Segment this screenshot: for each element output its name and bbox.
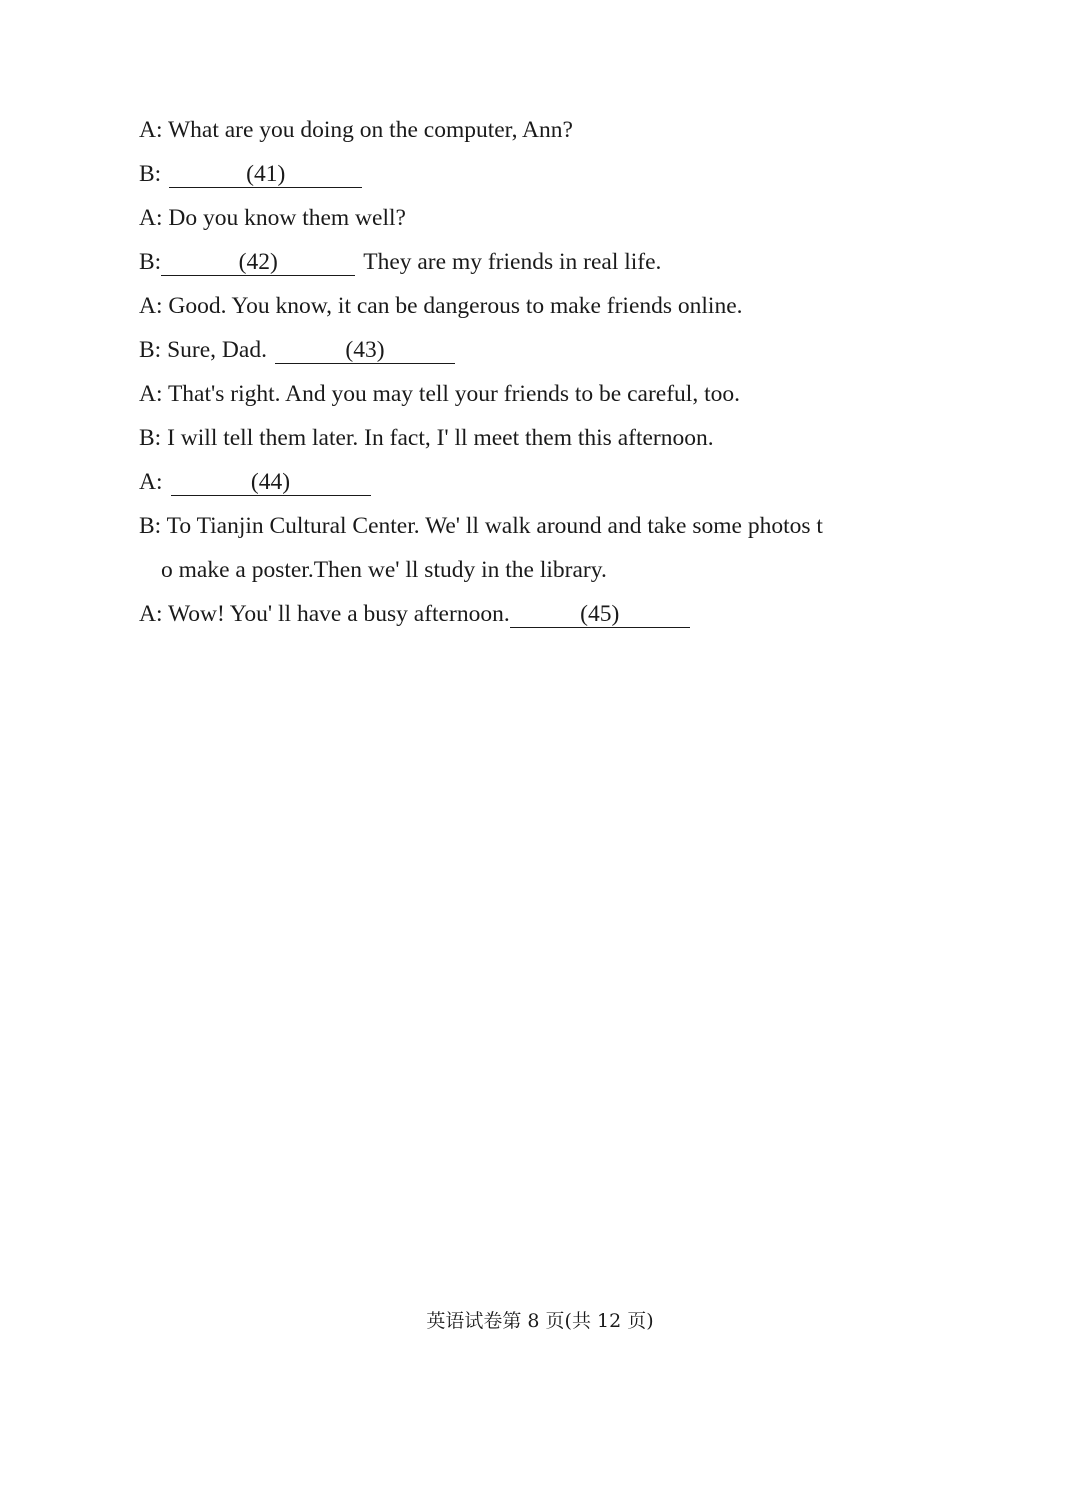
line-text: Good. You know, it can be dangerous to make friends online. [168,293,743,319]
speaker-label: A: [139,601,163,627]
dialogue [139,108,939,636]
dialogue-line-10-continuation [139,548,939,592]
dialogue-line-5 [139,284,939,328]
line-text: To Tianjin Cultural Center. We' ll walk around and take some photos t [166,513,823,539]
line-text: o make a poster.Then we' ll study in the library. [161,557,607,583]
speaker-label: B: [139,161,162,187]
speaker-label: B: [139,513,162,539]
dialogue-line-4 [139,240,939,284]
line-text: That's right. And you may tell your friends to be careful, too. [167,381,740,407]
dialogue-line-6 [139,328,939,372]
dialogue-line-7 [139,372,939,416]
speaker-label: A: [139,381,163,407]
line-text: Sure, Dad. [167,337,267,363]
dialogue-line-10 [139,504,939,548]
answer-blank-42[interactable]: (42) [161,249,355,276]
speaker-label: B: [139,249,162,275]
dialogue-line-3 [139,196,939,240]
line-text: Wow! You' ll have a busy afternoon. [167,601,510,627]
dialogue-line-9 [139,460,939,504]
speaker-label: A: [139,293,163,319]
line-text: Do you know them well? [168,205,406,231]
page-footer: 英语试卷第 8 页(共 12 页) [426,1310,654,1332]
speaker-label: B: [139,337,162,363]
line-text: They are my friends in real life. [363,249,662,275]
dialogue-line-8 [139,416,939,460]
line-text: I will tell them later. In fact, I' ll meet them this afternoon. [167,425,714,451]
speaker-label: A: [139,469,163,495]
speaker-label: A: [139,117,163,143]
dialogue-line-1 [139,108,939,152]
answer-blank-41[interactable]: (41) [169,161,362,188]
dialogue-line-11 [139,592,939,636]
dialogue-line-2 [139,152,939,196]
speaker-label: B: [139,425,162,451]
speaker-label: A: [139,205,163,231]
answer-blank-45[interactable]: (45) [510,601,690,628]
line-text: What are you doing on the computer, Ann? [167,117,573,143]
answer-blank-44[interactable]: (44) [171,469,371,496]
answer-blank-43[interactable]: (43) [275,337,455,364]
